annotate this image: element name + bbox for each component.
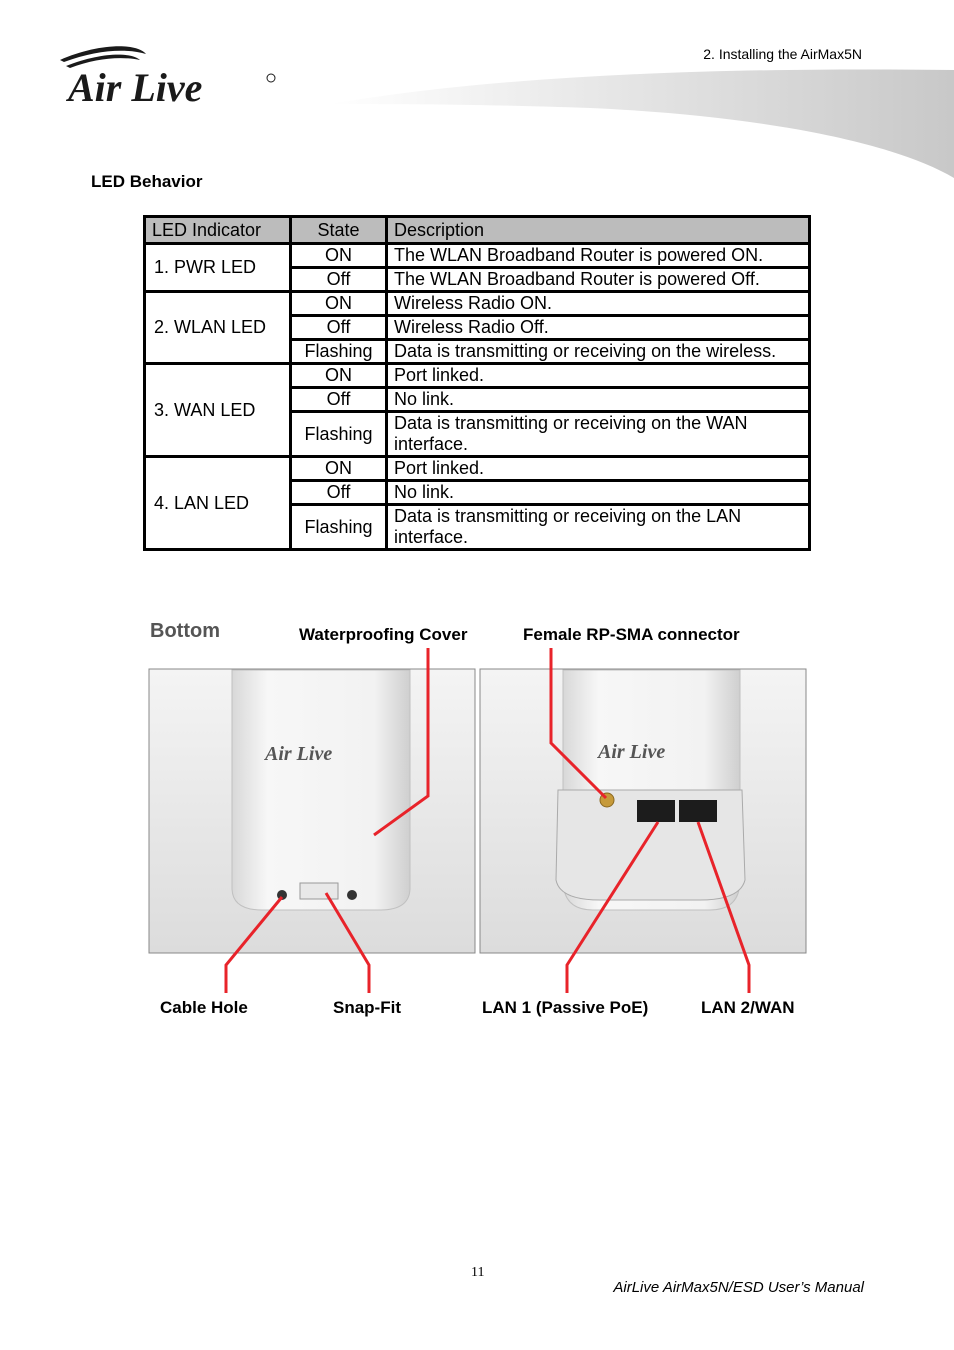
waterproofing-cover-label: Waterproofing Cover	[299, 625, 468, 644]
device-logo-right: Air Live	[598, 741, 666, 763]
state-cell: Off	[291, 388, 387, 412]
description-cell: Wireless Radio ON.	[387, 292, 810, 316]
lan1-port	[637, 800, 675, 822]
snap-fit-label: Snap-Fit	[333, 998, 401, 1017]
lan1-label: LAN 1 (Passive PoE)	[482, 998, 649, 1017]
state-cell: ON	[291, 292, 387, 316]
led-name-cell: 3. WAN LED	[145, 364, 291, 457]
description-cell: Wireless Radio Off.	[387, 316, 810, 340]
description-cell: Data is transmitting or receiving on the wireless.	[387, 340, 810, 364]
rp-sma-label: Female RP-SMA connector	[523, 625, 740, 644]
led-name-cell: 1. PWR LED	[145, 244, 291, 292]
description-cell: Data is transmitting or receiving on the WAN interface.	[387, 412, 810, 457]
state-cell: Flashing	[291, 340, 387, 364]
description-cell: No link.	[387, 388, 810, 412]
description-cell: Port linked.	[387, 364, 810, 388]
right-photo	[480, 669, 806, 953]
description-cell: The WLAN Broadband Router is powered Off.	[387, 268, 810, 292]
chapter-header: 2. Installing the AirMax5N	[703, 46, 862, 62]
lan2-label: LAN 2/WAN	[701, 998, 795, 1017]
device-logo-left: Air Live	[265, 743, 333, 765]
left-photo	[149, 669, 475, 953]
header-state: State	[291, 217, 387, 244]
bottom-label: Bottom	[150, 620, 220, 642]
led-name-cell: 4. LAN LED	[145, 457, 291, 550]
page-number: 11	[471, 1265, 485, 1280]
lan2-port	[679, 800, 717, 822]
description-cell: Port linked.	[387, 457, 810, 481]
state-cell: Off	[291, 268, 387, 292]
header-description: Description	[387, 217, 810, 244]
description-cell: The WLAN Broadband Router is powered ON.	[387, 244, 810, 268]
state-cell: ON	[291, 244, 387, 268]
state-cell: Off	[291, 316, 387, 340]
cable-hole-label: Cable Hole	[160, 998, 248, 1017]
snap-fit-latch	[300, 883, 338, 899]
state-cell: ON	[291, 364, 387, 388]
state-cell: Off	[291, 481, 387, 505]
section-title: LED Behavior	[91, 172, 203, 191]
state-cell: ON	[291, 457, 387, 481]
cable-hole-right	[347, 890, 357, 900]
led-name-cell: 2. WLAN LED	[145, 292, 291, 364]
description-cell: Data is transmitting or receiving on the LAN interface.	[387, 505, 810, 550]
footer-manual-title: AirLive AirMax5N/ESD User’s Manual	[613, 1279, 864, 1296]
state-cell: Flashing	[291, 412, 387, 457]
header-led-indicator: LED Indicator	[145, 217, 291, 244]
description-cell: No link.	[387, 481, 810, 505]
logo-text: Air Live	[68, 65, 203, 110]
state-cell: Flashing	[291, 505, 387, 550]
